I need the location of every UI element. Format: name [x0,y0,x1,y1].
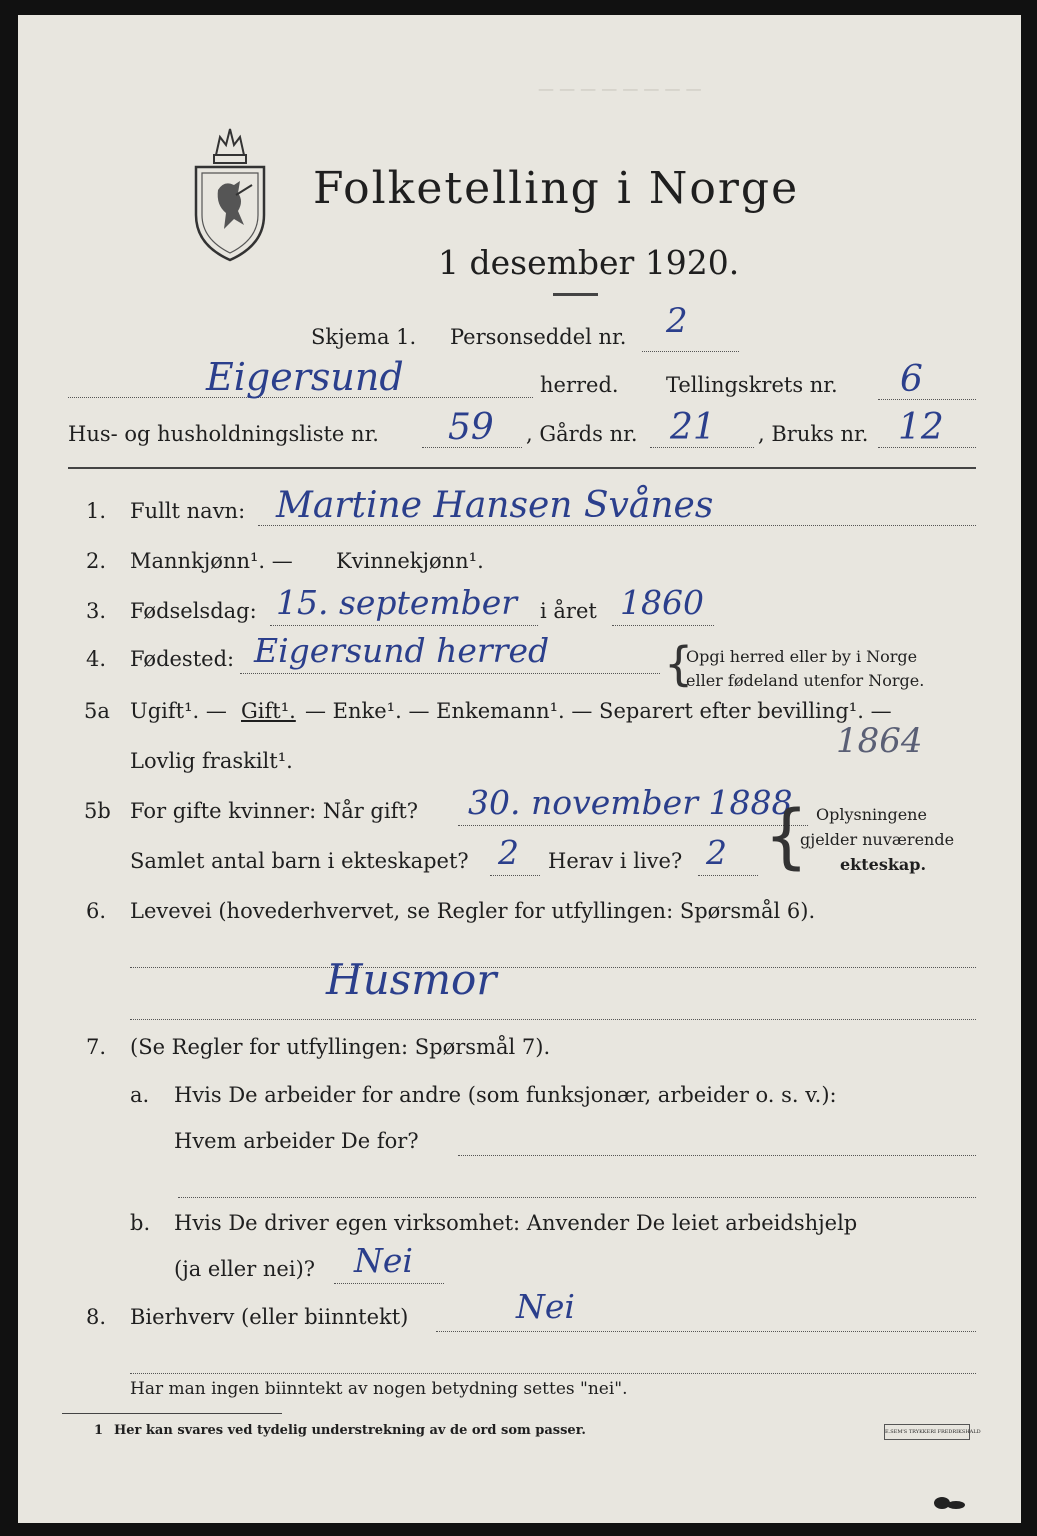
hired-help-line [334,1283,444,1284]
tellingskrets-line [878,399,976,400]
q8-label: Bierhverv (eller biinntekt) [130,1305,409,1329]
side-income-value: Nei [516,1287,575,1326]
personseddel-line [642,351,739,352]
children-total-line [490,875,540,876]
q3-number: 3. [86,599,107,623]
margin-note-year: 1864 [836,721,923,761]
bruks-value: 12 [898,407,944,448]
gender-male-option: Mannkjønn¹. — [130,549,293,573]
children-total-value: 2 [498,833,519,872]
personseddel-value: 2 [666,301,688,341]
employer-line-2 [178,1197,976,1198]
footnote-number: 1 [94,1423,104,1438]
q7-number: 7. [86,1035,107,1059]
year-label: i året [540,599,597,623]
herred-value: Eigersund [206,355,404,399]
bleed-through-text: — — — — — — — — [538,79,702,98]
gards-value: 21 [670,407,716,448]
children-alive-line [698,875,758,876]
birthdate-value: 15. september [276,583,518,622]
q1-number: 1. [86,499,107,523]
children-total-label: Samlet antal barn i ekteskapet? [130,849,469,873]
census-date: 1 desember 1920. [438,243,740,282]
skjema-label: Skjema 1. [311,325,417,349]
birthdate-line [270,625,538,626]
marital-ugift-option: Ugift¹. — [130,699,227,723]
birthplace-line [240,673,660,674]
gender-female-option: Kvinnekjønn¹. [336,549,484,573]
brace-q5b: { [764,795,809,877]
ink-blot-icon [932,1495,968,1511]
husliste-label: Hus- og husholdningsliste nr. [68,422,379,446]
q4-label: Fødested: [130,647,235,671]
marital-other-options: — Enke¹. — Enkemann¹. — Separert efter bevilling¹. — [305,699,892,723]
children-alive-label: Herav i live? [548,849,683,873]
q7b-line2: (ja eller nei)? [174,1257,316,1281]
q7a-letter: a. [130,1083,150,1107]
q5a-number: 5a [84,699,110,723]
q6-label: Levevei (hovederhvervet, se Regler for utfyllingen: Spørsmål 6). [130,899,816,923]
q2-number: 2. [86,549,107,573]
q5b-number: 5b [84,799,111,823]
children-alive-value: 2 [706,833,727,872]
side-income-line [436,1331,976,1332]
q7b-letter: b. [130,1211,151,1235]
census-form [18,15,1021,1523]
occupation-line [130,967,976,968]
occupation-line-2 [130,1019,976,1020]
brace-q4: { [664,637,694,691]
marriage-note-1: Oplysningene [816,805,927,824]
birthplace-note-1: Opgi herred eller by i Norge [686,647,918,666]
footer-note: Har man ingen biinntekt av nogen betydning settes "nei". [130,1379,628,1399]
full-name-value: Martine Hansen Svånes [276,485,714,526]
q8-number: 8. [86,1305,107,1329]
tellingskrets-value: 6 [900,359,923,400]
birthplace-value: Eigersund herred [254,631,550,670]
footnote-divider [62,1413,282,1414]
gards-label: , Gårds nr. [526,422,638,446]
employer-line [458,1155,976,1156]
q4-number: 4. [86,647,107,671]
tellingskrets-label: Tellingskrets nr. [666,373,838,397]
marriage-note-3: ekteskap. [840,855,927,874]
side-income-line-2 [130,1373,976,1374]
marriage-note-2: gjelder nuværende [800,830,955,849]
husliste-value: 59 [448,407,494,448]
q3-label: Fødselsdag: [130,599,257,623]
section-divider [68,467,976,469]
birthyear-value: 1860 [620,583,704,622]
q6-number: 6. [86,899,107,923]
form-title: Folketelling i Norge [313,163,800,214]
occupation-value: Husmor [326,955,497,1004]
personseddel-label: Personseddel nr. [450,325,627,349]
q7b-line1: Hvis De driver egen virksomhet: Anvender De leiet arbeidshjelp [174,1211,858,1235]
herred-label: herred. [540,373,619,397]
married-when-value: 30. november 1888 [468,783,793,822]
q7a-line1: Hvis De arbeider for andre (som funksjonær, arbeider o. s. v.): [174,1083,837,1107]
coat-of-arms-icon [188,115,273,265]
bruks-label: , Bruks nr. [758,422,869,446]
married-when-label: For gifte kvinner: Når gift? [130,799,419,823]
title-divider [553,293,598,296]
printer-stamp: E.SEM'S TRYKKERI FREDRIKSHALD [884,1424,970,1440]
hired-help-value: Nei [354,1241,413,1280]
q7-label: (Se Regler for utfyllingen: Spørsmål 7). [130,1035,551,1059]
birthyear-line [612,625,714,626]
marital-lovlig-fraskilt: Lovlig fraskilt¹. [130,749,293,773]
married-when-line [458,825,808,826]
q1-label: Fullt navn: [130,499,246,523]
q7a-line2: Hvem arbeider De for? [174,1129,419,1153]
birthplace-note-2: eller fødeland utenfor Norge. [686,671,925,690]
footnote-text: Her kan svares ved tydelig understrekning av de ord som passer. [114,1423,586,1438]
marital-gift-option: Gift¹. [241,699,296,723]
